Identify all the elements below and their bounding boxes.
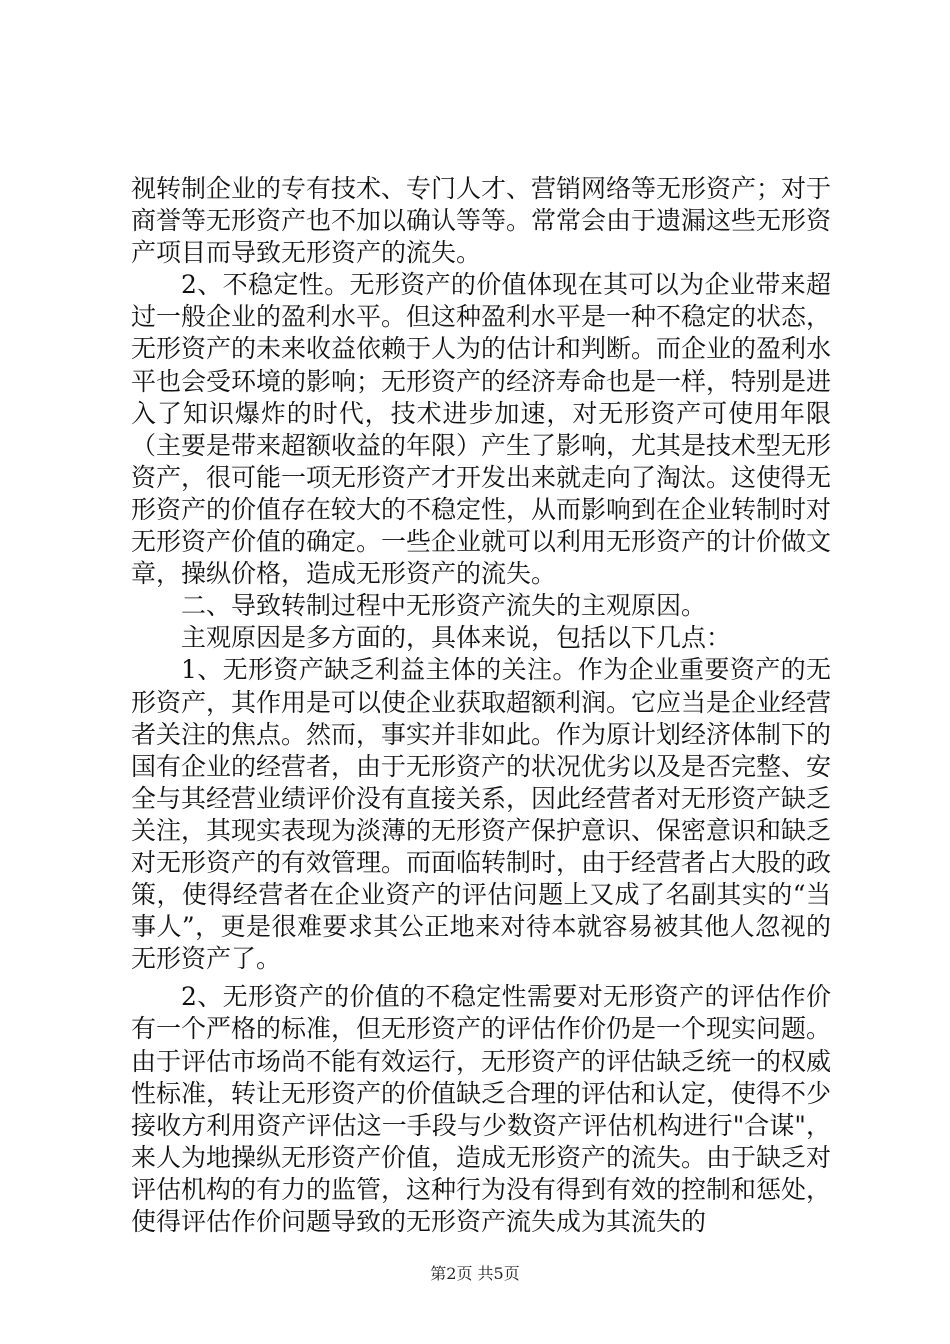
paragraph-valuation-problem: 2、无形资产的价值的不稳定性需要对无形资产的评估作价有一个严格的标准，但无形资产的评估作价仍是一个现实问题。由于评估市场尚不能有效运行，无形资产的评估缺乏统一的权威性标准，转让无形资产的价值缺乏合理的评估和认定，使得不少接收方利用资产评估这一手段与少数资产评估机构进行"合谋"，来人为地操纵无形资产价值，造成无形资产的流失。由于缺乏对评估机构的有力的监管，这种行为没有得到有效的控制和惩处，使得评估作价问题导致的无形资产流失成为其流失的 bbox=[131, 982, 832, 1236]
paragraph-lack-of-attention: 1、无形资产缺乏利益主体的关注。作为企业重要资产的无形资产，其作用是可以使企业获取超额利润。它应当是企业经营者关注的焦点。然而，事实并非如此。作为原计划经济体制下的国有企业的经营者，由于无形资产的状况优劣以及是否完整、安全与其经营业绩评价没有直接关系，因此经营者对无形资产缺乏关注，其现实表现为淡薄的无形资产保护意识、保密意识和缺乏对无形资产的有效管理。而面临转制时，由于经营者占大股的政策，使得经营者在企业资产的评估问题上又成了名副其实的“当事人”，更是很难要求其公正地来对待本就容易被其他人忽视的无形资产了。 bbox=[131, 655, 832, 974]
body-text bbox=[131, 173, 831, 1238]
paragraph-continued: 视转制企业的专有技术、专门人才、营销网络等无形资产；对于商誉等无形资产也不加以确认等等。常常会由于遗漏这些无形资产项目而导致无形资产的流失。 bbox=[131, 174, 832, 268]
paragraph-subjective-intro: 主观原因是多方面的，具体来说，包括以下几点： bbox=[181, 623, 732, 653]
paragraph-instability: 2、不稳定性。无形资产的价值体现在其可以为企业带来超过一般企业的盈利水平。但这种盈利水平是一种不稳定的状态，无形资产的未来收益依赖于人为的估计和判断。而企业的盈利水平也会受环境的影响；无形资产的经济寿命也是一样，特别是进入了知识爆炸的时代，技术进步加速，对无形资产可使用年限（主要是带来超额收益的年限）产生了影响，尤其是技术型无形资产，很可能一项无形资产才开发出来就走向了淘汰。这使得无形资产的价值存在较大的不稳定性，从而影响到在企业转制时对无形资产价值的确定。一些企业就可以利用无形资产的计价做文章，操纵价格，造成无形资产的流失。 bbox=[131, 270, 832, 589]
page-number-footer: 第2页 共5页 bbox=[430, 1264, 520, 1283]
section-heading-subjective-causes: 二、导致转制过程中无形资产流失的主观原因。 bbox=[181, 591, 707, 621]
